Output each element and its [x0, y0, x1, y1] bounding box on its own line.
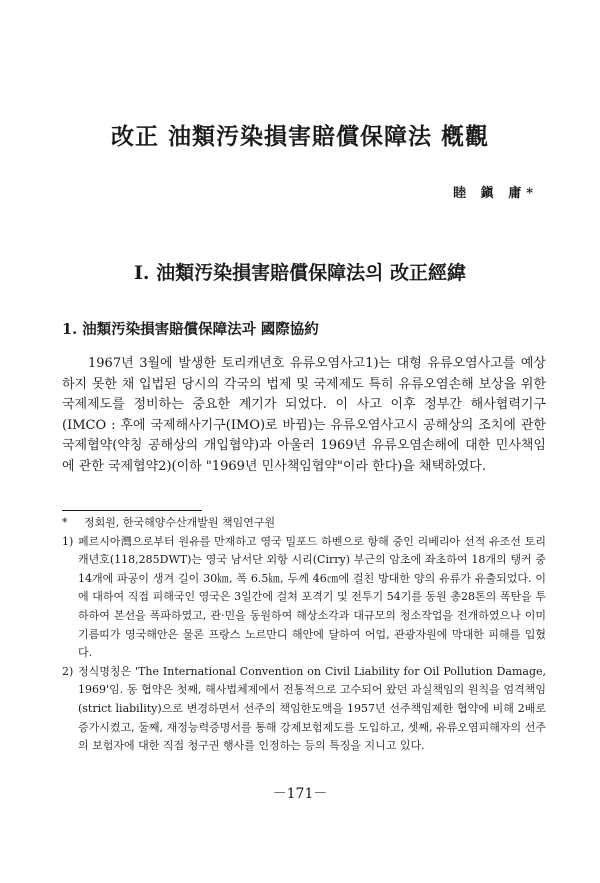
footnote-1	[62, 533, 546, 663]
footnote-divider	[62, 510, 202, 511]
footnote-text: 정식명칭은 'The International Convention on Civil Liability for Oil Pollution Damage, 1969'임. 동 협약은 첫째, 해사법체제에서 전통적으로 고수되어 왔던 과실책임의 원칙을 엄격책임(strict liability)으로 변경하면서 선주의 책임한도액을 1957년 선주책임제한 협약에 비해 2배로 증가시켰고, 둘째, 재정능력증명서를 통해 강제보험제도를 도입하고, 셋째, 유류오염피해자의 선주의 보험자에 대한 직접 청구권 행사를 인정하는 등의 특징을 지니고 있다.	[78, 664, 546, 753]
author-name: 睦 鎭 庸*	[453, 186, 538, 201]
footnote-author	[62, 514, 546, 533]
page-number: －171－	[272, 786, 328, 802]
body-paragraph: 1967년 3월에 발생한 토리캐년호 유류오염사고1)는 대형 유류오염사고를 예상하지 못한 채 입법된 당시의 각국의 법제 및 국제제도 특히 유류오염손해 보상을 위한 국제제도를 정비하는 중요한 계기가 되었다. 이 사고 이후 정부간 해사협력기구(IMCO : 후에 국제해사기구(IMO)로 바뀜)는 유류오염사고시 공해상의 조치에 관한 국제협약(약칭 공해상의 개입협약)과 아울러 1969년 유류오염손해에 대한 민사책임에 관한 국제협약2)(이하 "1969년 민사책임협약"이라 한다)을 채택하였다.	[62, 356, 546, 474]
footnote-text: 정회원, 한국해양수산개발원 책임연구원	[84, 516, 276, 529]
footnote-2	[62, 663, 546, 756]
body-text	[62, 354, 546, 478]
footnote-mark: 1)	[62, 534, 74, 548]
footnote-mark: *	[62, 516, 68, 529]
footnote-mark: 2)	[62, 664, 74, 678]
footnotes	[62, 514, 546, 756]
subsection-heading: 1. 油類汚染損害賠償保障法과 國際協約	[62, 321, 319, 338]
document-title: 改正 油類汚染損害賠償保障法 槪觀	[110, 123, 489, 150]
section-heading: Ⅰ. 油類汚染損害賠償保障法의 改正經緯	[133, 262, 467, 284]
footnote-text: 페르시아灣으로부터 원유를 만재하고 영국 밀포드 하벤으로 항해 중인 리베리아 선적 유조선 토리캐년호(118,285DWT)는 영국 남서단 외항 시리(Cirry) 부근의 암초에 좌초하여 18개의 탱커 중 14개에 파공이 생겨 길이 30㎞, 폭 6.5㎞, 두께 46㎝에 걸친 방대한 양의 유류가 유출되었다. 이에 대하여 직접 피해국인 영국은 3일간에 걸쳐 포격기 및 전투기 54기를 동원 총28톤의 폭탄을 투하하여 본선을 폭파하였고, 관·민을 동원하여 해상소각과 대규모의 청소작업을 전개하였으나 이미 기름띠가 영국해안은 물론 프랑스 노르만디 해안에 달하여 어업, 관광자원에 막대한 피해를 입혔다.	[78, 534, 546, 660]
